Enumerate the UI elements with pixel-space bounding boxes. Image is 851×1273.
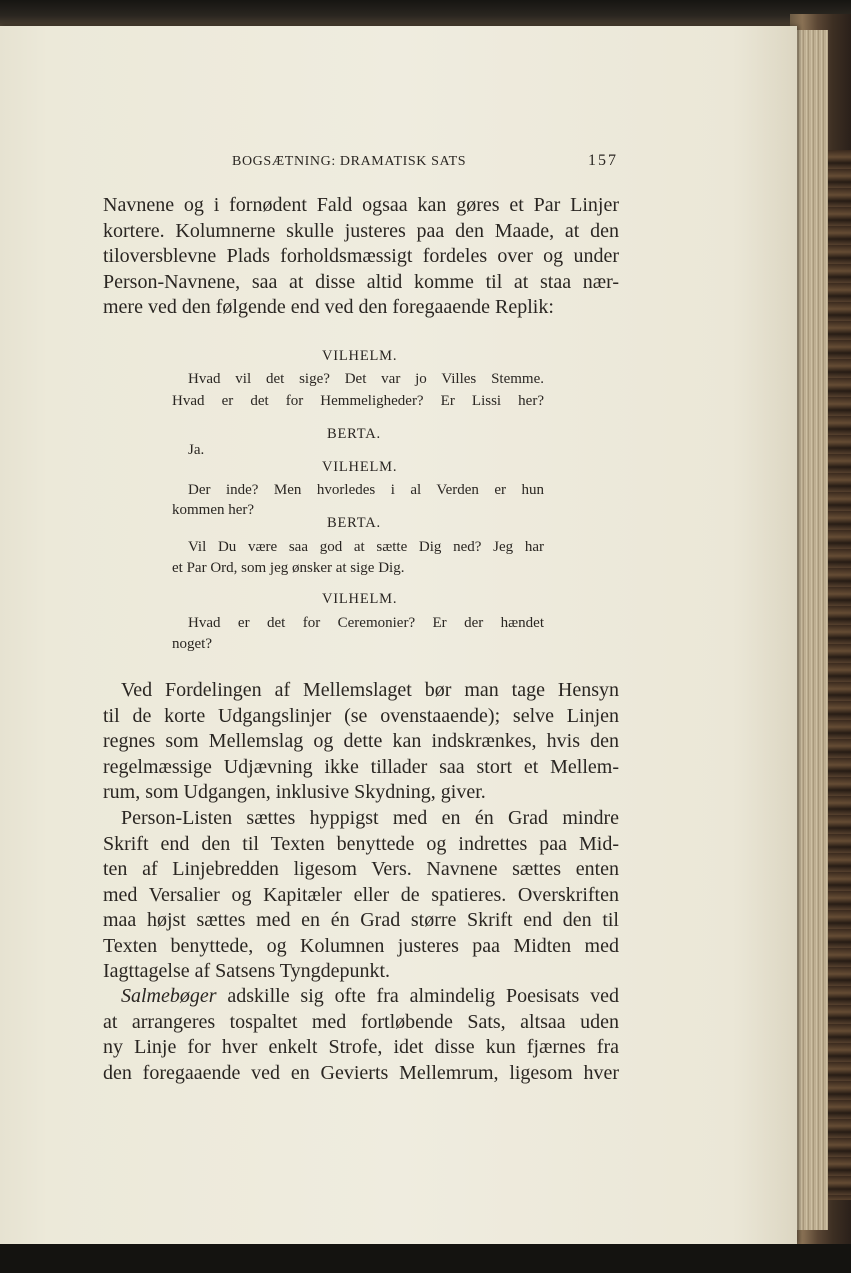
paragraph-salmeboger	[103, 984, 619, 1086]
paragraph-fordelingen	[103, 678, 619, 806]
marbled-cover-texture	[828, 150, 851, 1200]
text-line: med Versalier og Kapitæler eller de spatieres. Overskriften	[103, 883, 619, 906]
text-line: den foregaaende ved en Gevierts Mellemrum, ligesom hver	[103, 1061, 619, 1084]
speaker-name: VILHELM.	[322, 591, 398, 607]
text-line: til de korte Udgangslinjer (se ovenstaaende); selve Linjen	[103, 704, 619, 727]
running-head	[232, 152, 624, 176]
text-line: regnes som Mellemslag og dette kan indskrænkes, hvis den	[103, 730, 619, 752]
speech-line: Ja.	[188, 442, 205, 458]
text-line	[103, 984, 619, 1010]
speech-line: Hvad er det for Hemmeligheder? Er Lissi her?	[172, 393, 544, 409]
speech-line: et Par Ord, som jeg ønsker at sige Dig.	[172, 560, 405, 576]
text-line: Person-Listen sættes hyppigst med en én Grad mindre	[121, 807, 619, 829]
text-line: mere ved den følgende end ved den foregaaende Replik:	[103, 296, 554, 318]
text-line: rum, som Udgangen, inklusive Skydning, giver.	[103, 781, 486, 803]
text-line: regelmæssige Udjævning ikke tillader saa stort et Mellem-	[103, 755, 619, 778]
text-line: kortere. Kolumnerne skulle justeres paa den Maade, at den	[103, 219, 619, 242]
speech-line: noget?	[172, 636, 212, 652]
text-line: Iagttagelse af Satsens Tyngdepunkt.	[103, 960, 391, 982]
speaker-name: BERTA.	[327, 515, 381, 531]
speech-line: Hvad vil det sige? Det var jo Villes Stemme.	[188, 371, 544, 387]
text-line: Person-Navnene, saa at disse altid komme til at staa nær-	[103, 270, 619, 293]
text-line: Skrift end den til Texten benyttede og indrettes paa Mid-	[103, 832, 619, 855]
speaker-name: BERTA.	[327, 426, 381, 442]
paragraph-top	[103, 193, 619, 321]
scan-bottom-border	[0, 1244, 851, 1273]
text-line: tiloversblevne Plads forholdsmæssigt fordeles over og under	[103, 245, 619, 267]
text-fragment: adskille sig ofte fra almindelig Poesisats ved	[227, 985, 620, 1007]
speech-line: Der inde? Men hvorledes i al Verden er hun	[188, 482, 544, 498]
text-line: Texten benyttede, og Kolumnen justeres paa Midten med	[103, 934, 619, 957]
italic-term: Salmebøger	[121, 985, 217, 1007]
text-line: at arrangeres tospaltet med fortløbende Sats, altsaa uden	[103, 1010, 619, 1033]
text-line: ny Linje for hver enkelt Strofe, idet disse kun fjærnes fra	[103, 1036, 619, 1058]
speaker-name: VILHELM.	[322, 348, 398, 364]
text-line: ten af Linjebredden ligesom Vers. Navnene sættes enten	[103, 858, 619, 880]
text-line: maa højst sættes med en én Grad større Skrift end den til	[103, 909, 619, 931]
text-line: Navnene og i fornødent Fald ogsaa kan gøres et Par Linjer	[103, 194, 619, 216]
speaker-name: VILHELM.	[322, 459, 398, 475]
paragraph-personlisten	[103, 806, 619, 985]
speech-line: Hvad er det for Ceremonier? Er der hændet	[188, 615, 544, 631]
speech-line: kommen her?	[172, 502, 255, 518]
page-stack-edge	[795, 30, 828, 1230]
scan-top-border	[0, 0, 851, 26]
speech-line: Vil Du være saa god at sætte Dig ned? Jeg har	[188, 539, 544, 555]
text-line: Ved Fordelingen af Mellemslaget bør man tage Hensyn	[121, 679, 619, 701]
page-number: 157	[588, 152, 618, 169]
running-head-title: BOGSÆTNING: DRAMATISK SATS	[232, 154, 467, 169]
